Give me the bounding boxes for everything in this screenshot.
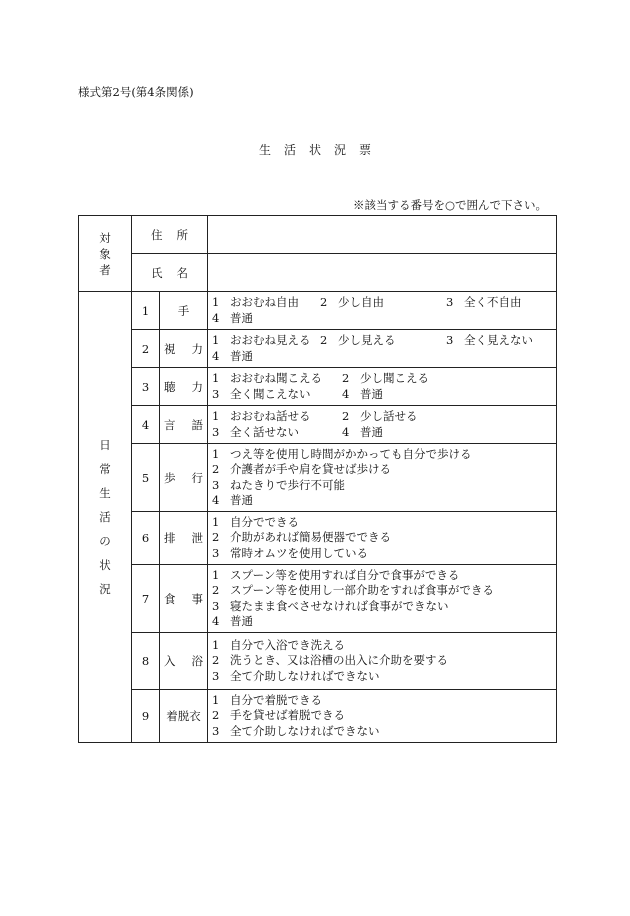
- option-text: 全く話せない: [230, 424, 299, 439]
- name-label: 氏名: [132, 254, 208, 292]
- option-choice[interactable]: [212, 387, 342, 403]
- option-line: [212, 546, 556, 562]
- life-item-row: [79, 565, 557, 633]
- item-label: [160, 406, 208, 444]
- life-item-row: [79, 368, 557, 406]
- option-text: 少し見える: [338, 333, 396, 347]
- item-label-char: 力: [191, 341, 203, 356]
- option-number: 2: [320, 295, 328, 309]
- option-number: 3: [212, 668, 220, 683]
- option-number: 3: [446, 333, 454, 347]
- life-status-group-label: [79, 292, 132, 743]
- address-label: 住所: [132, 216, 208, 254]
- option-number: 2: [212, 708, 220, 723]
- item-label: [160, 565, 208, 633]
- address-row: [79, 216, 557, 254]
- option-choice[interactable]: [212, 708, 345, 724]
- option-number: 4: [342, 424, 350, 439]
- option-text: 手を貸せば着脱できる: [230, 708, 345, 723]
- option-text: 介助があれば簡易便器でできる: [230, 530, 391, 545]
- option-text: 全て介助しなければできない: [230, 723, 380, 738]
- option-choice[interactable]: [320, 333, 446, 349]
- option-line: [212, 333, 556, 349]
- option-choice[interactable]: [212, 371, 342, 387]
- option-text: 普通: [230, 493, 253, 507]
- option-number: 1: [212, 295, 220, 309]
- subject-group-label: [79, 216, 132, 292]
- option-number: 3: [212, 386, 220, 401]
- item-options: [208, 690, 557, 743]
- option-choice[interactable]: [212, 693, 322, 709]
- option-text: 普通: [360, 386, 383, 401]
- life-label-char: の: [99, 534, 111, 548]
- option-choice[interactable]: [446, 333, 533, 349]
- option-text: 全く見えない: [464, 333, 533, 347]
- item-label-char: 言: [164, 417, 176, 432]
- option-number: 2: [342, 371, 350, 385]
- option-choice[interactable]: [212, 478, 345, 494]
- option-choice[interactable]: [212, 425, 342, 441]
- option-text: 自分で入浴でき洗える: [230, 637, 345, 652]
- option-number: 3: [212, 477, 220, 492]
- option-line: [212, 669, 556, 685]
- subject-label-char: 対: [99, 230, 111, 245]
- item-label-char: 着脱衣: [166, 709, 201, 723]
- item-options: [208, 292, 557, 330]
- address-field[interactable]: [208, 216, 557, 254]
- option-text: おおむね聞こえる: [230, 371, 322, 385]
- subject-label-char: 者: [99, 262, 111, 277]
- option-choice[interactable]: [212, 462, 391, 478]
- option-line: [212, 653, 556, 669]
- option-line: [212, 447, 556, 463]
- option-choice[interactable]: [342, 409, 418, 425]
- item-label-char: 食: [164, 591, 176, 606]
- item-label-char: 視: [164, 341, 176, 356]
- option-text: つえ等を使用し時間がかかっても自分で歩ける: [230, 446, 472, 461]
- option-choice[interactable]: [212, 724, 380, 740]
- item-label-text: [164, 708, 203, 724]
- item-label: [160, 368, 208, 406]
- item-label-text: [164, 341, 203, 357]
- option-text: スプーン等を使用すれば自分で食事ができる: [230, 567, 460, 582]
- life-item-row: [79, 444, 557, 512]
- item-number: 7: [132, 565, 160, 633]
- option-line: [212, 708, 556, 724]
- option-number: 3: [212, 424, 220, 439]
- option-choice[interactable]: [446, 295, 522, 311]
- form-number: 様式第2号(第4条関係): [78, 85, 194, 99]
- option-text: 普通: [360, 424, 383, 439]
- option-text: 全く聞こえない: [230, 386, 311, 401]
- option-choice[interactable]: [342, 425, 383, 441]
- option-number: 3: [446, 295, 454, 309]
- option-line: [212, 371, 556, 387]
- option-text: 普通: [230, 348, 253, 363]
- option-choice[interactable]: [212, 530, 391, 546]
- item-number: 6: [132, 512, 160, 565]
- life-item-row: [79, 690, 557, 743]
- option-number: 1: [212, 692, 220, 707]
- option-line: [212, 349, 556, 365]
- option-line: [212, 568, 556, 584]
- option-choice[interactable]: [212, 669, 380, 685]
- option-line: [212, 638, 556, 654]
- option-number: 3: [212, 545, 220, 560]
- option-choice[interactable]: [212, 295, 320, 311]
- item-label-text: [164, 417, 203, 433]
- option-choice[interactable]: [212, 349, 253, 365]
- item-label-char: 手: [177, 303, 190, 318]
- option-number: 1: [212, 409, 220, 423]
- option-line: [212, 311, 556, 327]
- life-label-char: 常: [99, 462, 111, 476]
- option-number: 4: [212, 614, 220, 628]
- life-label-char: 生: [99, 486, 111, 500]
- option-choice[interactable]: [212, 311, 253, 327]
- option-number: 3: [212, 723, 220, 738]
- item-label-char: 浴: [191, 654, 203, 668]
- option-number: 2: [212, 462, 220, 476]
- item-options: [208, 512, 557, 565]
- option-line: [212, 530, 556, 546]
- option-line: [212, 478, 556, 494]
- option-number: 1: [212, 514, 220, 529]
- item-number: 3: [132, 368, 160, 406]
- option-number: 1: [212, 371, 220, 385]
- option-text: 普通: [230, 310, 253, 325]
- item-label-text: [164, 379, 203, 395]
- item-label-char: 排: [164, 531, 176, 545]
- option-number: 3: [212, 598, 220, 613]
- option-text: 普通: [230, 614, 253, 628]
- item-label-text: [164, 470, 203, 486]
- life-item-row: [79, 292, 557, 330]
- life-item-row: [79, 512, 557, 565]
- option-line: [212, 724, 556, 740]
- life-label-char: 日: [99, 438, 111, 452]
- item-label-char: 力: [191, 379, 203, 394]
- item-label-char: 事: [191, 591, 203, 606]
- option-line: [212, 387, 556, 403]
- option-text: 自分で着脱できる: [230, 692, 322, 707]
- option-line: [212, 614, 556, 630]
- item-options: [208, 368, 557, 406]
- option-line: [212, 515, 556, 531]
- option-line: [212, 409, 556, 425]
- option-text: おおむね自由: [230, 295, 299, 309]
- option-line: [212, 693, 556, 709]
- item-label-char: 歩: [164, 470, 176, 485]
- option-number: 4: [212, 348, 220, 363]
- item-options: [208, 330, 557, 368]
- item-label: [160, 690, 208, 743]
- item-label: [160, 292, 208, 330]
- option-text: おおむね話せる: [230, 409, 311, 423]
- instruction-note: ※該当する番号を○で囲んで下さい。: [352, 198, 547, 212]
- option-choice[interactable]: [320, 295, 446, 311]
- item-label: [160, 633, 208, 690]
- item-label-text: [164, 303, 203, 319]
- option-number: 2: [320, 333, 328, 347]
- option-choice[interactable]: [212, 583, 494, 599]
- option-text: 介護者が手や肩を貸せば歩ける: [230, 462, 391, 476]
- item-label: [160, 444, 208, 512]
- item-options: [208, 406, 557, 444]
- item-options: [208, 565, 557, 633]
- option-text: 少し自由: [338, 295, 384, 309]
- option-number: 4: [212, 310, 220, 325]
- option-number: 1: [212, 446, 220, 461]
- option-choice[interactable]: [212, 599, 449, 615]
- option-choice[interactable]: [212, 447, 472, 463]
- option-choice[interactable]: [212, 568, 459, 584]
- item-label-text: [164, 653, 203, 669]
- item-number: 1: [132, 292, 160, 330]
- option-line: [212, 493, 556, 509]
- option-text: 寝たまま食べさせなければ食事ができない: [230, 598, 449, 613]
- option-line: [212, 462, 556, 478]
- option-number: 4: [212, 493, 220, 507]
- option-text: 洗うとき、又は浴槽の出入に介助を要する: [230, 653, 449, 668]
- option-number: 1: [212, 567, 220, 582]
- option-choice[interactable]: [212, 653, 448, 669]
- option-text: 自分でできる: [230, 514, 299, 529]
- item-number: 9: [132, 690, 160, 743]
- life-label-char: 況: [99, 582, 111, 596]
- item-label-char: 語: [191, 417, 203, 432]
- option-text: 少し話せる: [360, 409, 418, 423]
- life-item-row: [79, 633, 557, 690]
- document-title: 生活状況票: [258, 143, 384, 157]
- item-number: 5: [132, 444, 160, 512]
- option-choice[interactable]: [212, 515, 299, 531]
- name-field[interactable]: [208, 254, 557, 292]
- option-choice[interactable]: [212, 409, 342, 425]
- item-options: [208, 633, 557, 690]
- item-label-char: 行: [191, 470, 203, 485]
- life-label-char: 活: [99, 510, 111, 524]
- option-number: 4: [342, 386, 350, 401]
- name-row: [79, 254, 557, 292]
- life-item-row: [79, 406, 557, 444]
- option-number: 2: [212, 583, 220, 597]
- item-number: 2: [132, 330, 160, 368]
- option-number: 2: [212, 653, 220, 668]
- option-line: [212, 599, 556, 615]
- option-line: [212, 295, 556, 311]
- living-status-table: [78, 215, 557, 743]
- item-label-text: [164, 591, 203, 607]
- life-item-row: [79, 330, 557, 368]
- item-label-char: 聴: [164, 379, 176, 394]
- subject-label-char: 象: [99, 246, 111, 261]
- item-label-text: [164, 530, 203, 546]
- option-text: スプーン等を使用し一部介助をすれば食事ができる: [230, 583, 494, 597]
- option-line: [212, 583, 556, 599]
- item-options: [208, 444, 557, 512]
- option-line: [212, 425, 556, 441]
- option-choice[interactable]: [212, 546, 368, 562]
- item-label-char: 入: [164, 654, 176, 668]
- item-number: 8: [132, 633, 160, 690]
- option-text: 全く不自由: [464, 295, 522, 309]
- option-number: 1: [212, 333, 220, 347]
- item-label-char: 泄: [191, 531, 203, 545]
- option-number: 1: [212, 637, 220, 652]
- option-choice[interactable]: [212, 638, 345, 654]
- item-label: [160, 512, 208, 565]
- option-text: 全て介助しなければできない: [230, 668, 380, 683]
- item-label: [160, 330, 208, 368]
- option-text: 少し聞こえる: [360, 371, 429, 385]
- option-text: おおむね見える: [230, 333, 311, 347]
- option-choice[interactable]: [342, 387, 383, 403]
- life-label-char: 状: [99, 558, 111, 572]
- item-number: 4: [132, 406, 160, 444]
- option-choice[interactable]: [212, 614, 253, 630]
- option-choice[interactable]: [212, 493, 253, 509]
- option-text: 常時オムツを使用している: [230, 545, 368, 560]
- option-number: 2: [342, 409, 350, 423]
- option-choice[interactable]: [342, 371, 429, 387]
- option-number: 2: [212, 530, 220, 545]
- option-choice[interactable]: [212, 333, 320, 349]
- option-text: ねたきりで歩行不可能: [230, 477, 345, 492]
